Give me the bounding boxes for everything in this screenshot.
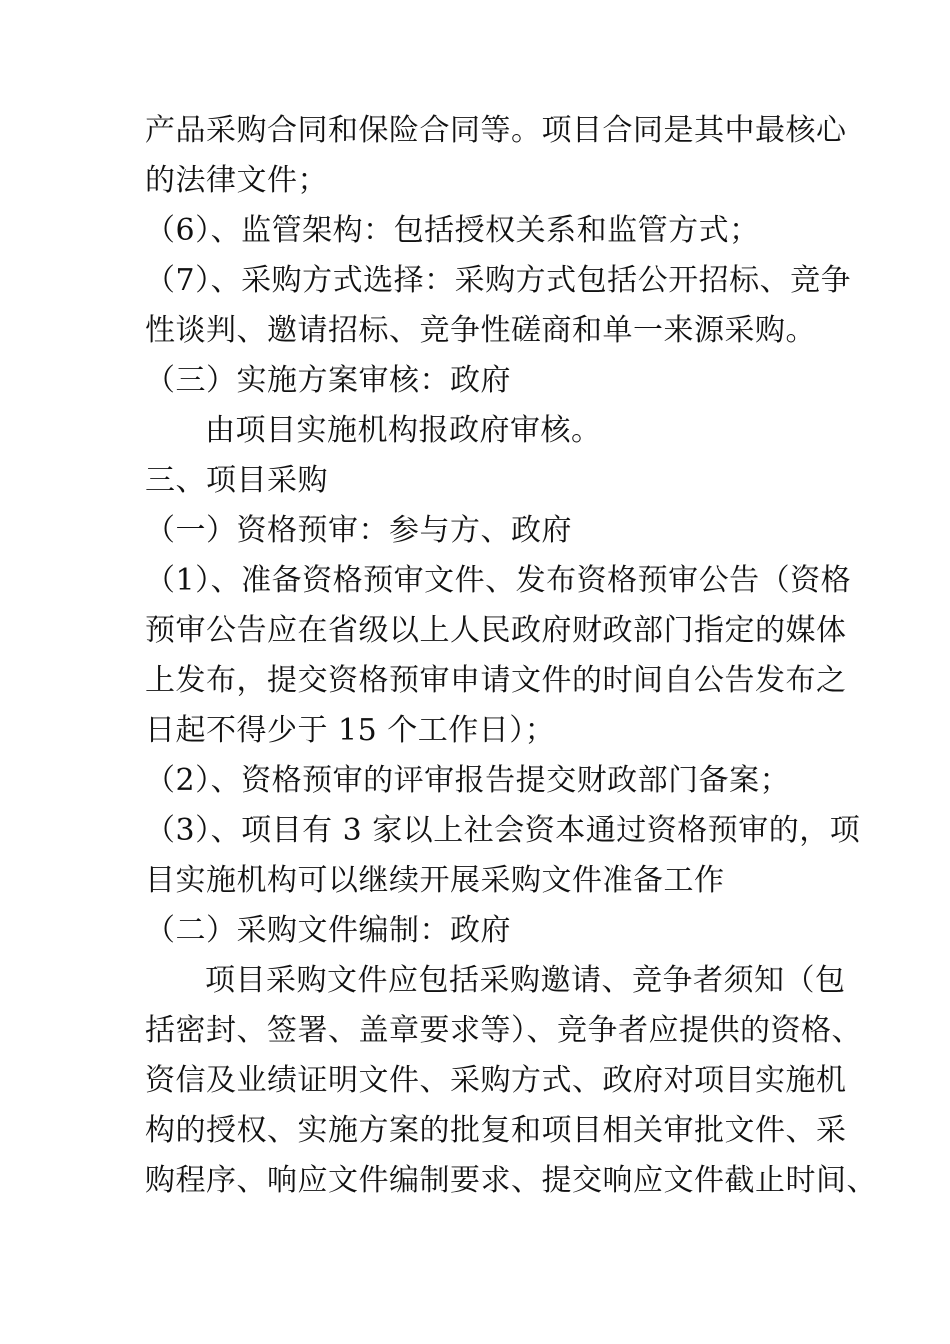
- list-item-7: （7）、采购方式选择：采购方式包括公开招标、竞争: [145, 263, 852, 298]
- list-item-1: （1）、准备资格预审文件、发布资格预审公告（资格: [145, 563, 852, 598]
- paragraph-indented: 由项目实施机构报政府审核。: [205, 413, 602, 448]
- text-line: 上发布，提交资格预审申请文件的时间自公告发布之: [145, 663, 847, 698]
- list-item-3: （3）、项目有 3 家以上社会资本通过资格预审的，项: [145, 813, 861, 848]
- text-line: 产品采购合同和保险合同等。项目合同是其中最核心: [145, 113, 847, 148]
- text-line: 日起不得少于 15 个工作日）；: [145, 713, 556, 748]
- subheading-procurement-docs: （二）采购文件编制：政府: [145, 913, 511, 948]
- text-line: 预审公告应在省级以上人民政府财政部门指定的媒体: [145, 613, 847, 648]
- text-line: 括密封、签署、盖章要求等）、竞争者应提供的资格、: [145, 1013, 862, 1048]
- subheading-plan-review: （三）实施方案审核：政府: [145, 363, 511, 398]
- paragraph-indented: 项目采购文件应包括采购邀请、竞争者须知（包: [205, 963, 846, 998]
- text-line: 目实施机构可以继续开展采购文件准备工作: [145, 863, 725, 898]
- subheading-prequalification: （一）资格预审：参与方、政府: [145, 513, 572, 548]
- text-line: 性谈判、邀请招标、竞争性磋商和单一来源采购。: [145, 313, 816, 348]
- section-heading-procurement: 三、项目采购: [145, 463, 328, 498]
- text-line: 购程序、响应文件编制要求、提交响应文件截止时间、: [145, 1163, 877, 1198]
- list-item-6: （6）、监管架构：包括授权关系和监管方式；: [145, 213, 760, 248]
- text-line: 构的授权、实施方案的批复和项目相关审批文件、采: [145, 1113, 847, 1148]
- list-item-2: （2）、资格预审的评审报告提交财政部门备案；: [145, 763, 791, 798]
- text-line: 的法律文件；: [145, 163, 328, 198]
- text-line: 资信及业绩证明文件、采购方式、政府对项目实施机: [145, 1063, 847, 1098]
